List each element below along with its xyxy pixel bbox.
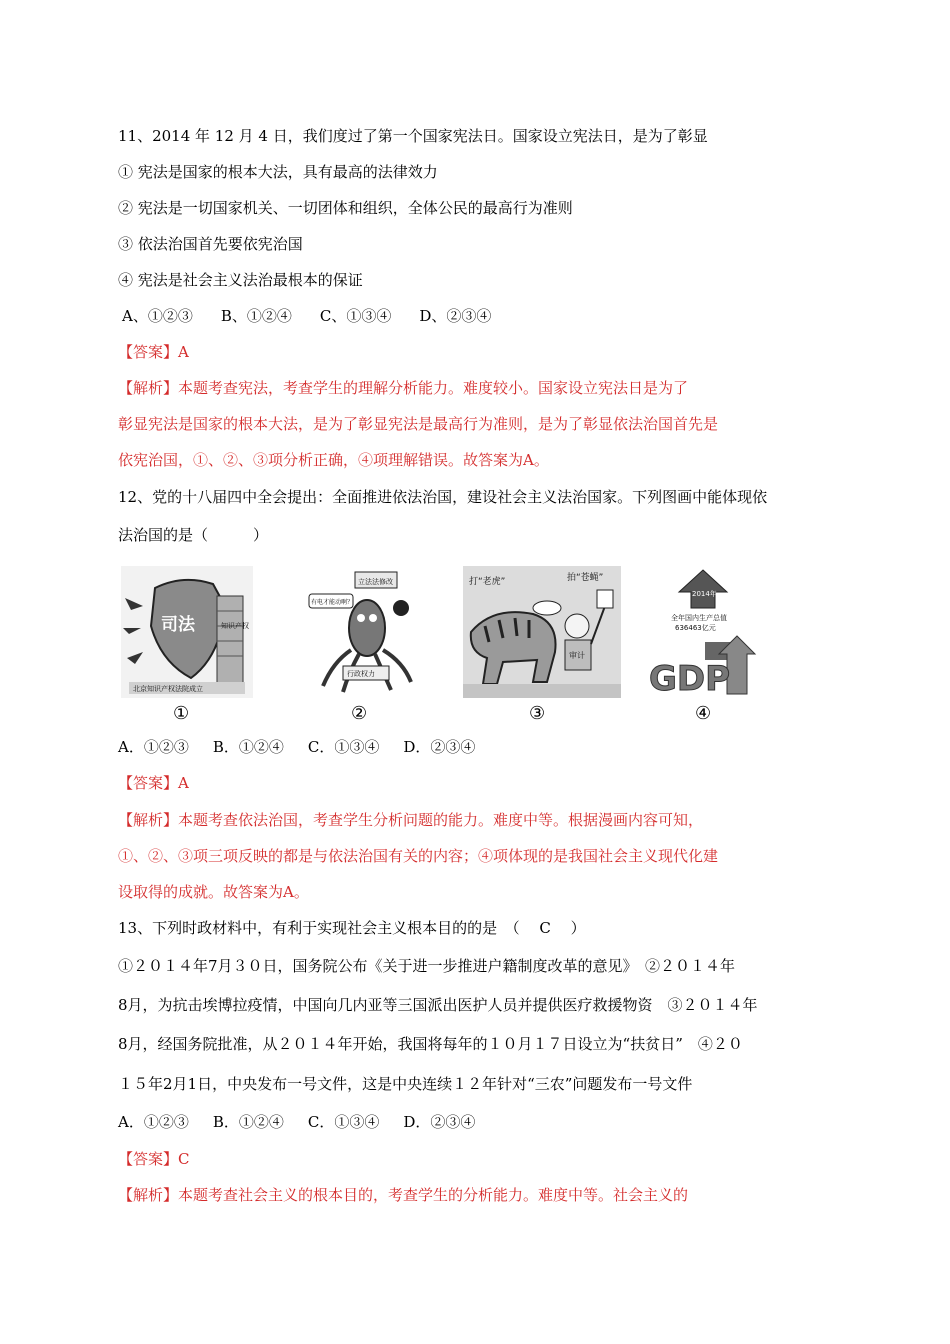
q11-analysis-2: 彰显宪法是国家的根本大法，是为了彰显宪法是最高行为准则，是为了彰显依法治国首先是: [118, 415, 719, 433]
panel2-sign: 立法法修改: [358, 578, 393, 586]
q11-item-4: ④ 宪法是社会主义法治最根本的保证: [118, 271, 363, 289]
q12-answer: [118, 773, 189, 793]
q11-answer: [118, 342, 189, 362]
q13-body-1: ①２０１４年7月３０日，国务院公布《关于进一步推进户籍制度改革的意见》 ②２０１４年: [118, 957, 736, 975]
q11-item-2: ② 宪法是一切国家机关、一切团体和组织，全体公民的最高行为准则: [118, 199, 573, 217]
panel3-badge: 审计: [569, 651, 585, 660]
figure-label-1: ①: [173, 703, 190, 724]
q13-analysis-1: [118, 1185, 688, 1205]
q13-body-4: １５年2月1日，中央发布一号文件，这是中央连续１２年针对“三农”问题发布一号文件: [118, 1075, 693, 1093]
q12-analysis-1: [118, 810, 703, 830]
answer-value: A: [178, 774, 189, 792]
panel4-logo: GDP: [649, 659, 731, 698]
q13-options: [118, 1112, 499, 1132]
q13-body-2: 8月，为抗击埃博拉疫情，中国向几内亚等三国派出医护人员并提供医疗救援物资 ③２０１４年: [118, 996, 758, 1014]
q12-stem-1: 12、党的十八届四中全会提出：全面推进依法治国，建设社会主义法治国家。下列图画中能体现依: [118, 488, 768, 506]
q11-option-a: A、①②③: [122, 307, 193, 325]
panel4-year: 2014年: [692, 590, 717, 598]
cartoon-judiciary-shield: [121, 566, 253, 698]
q12-analysis-2: ①、②、③项三项反映的都是与依法治国有关的内容；④项体现的是我国社会主义现代化建: [118, 847, 719, 865]
q11-option-b: B、①②④: [220, 307, 292, 325]
panel2-note: 有电才能动啊？: [311, 599, 354, 606]
q13-answer: [118, 1149, 190, 1169]
q13-option-a: A．①②③: [118, 1113, 189, 1131]
cartoon-legislation-octopus: [303, 566, 427, 698]
q11-item-1: ① 宪法是国家的根本大法，具有最高的法律效力: [118, 163, 438, 181]
answer-label: 【答案】: [118, 343, 179, 361]
q12-option-c: C．①③④: [307, 738, 380, 756]
q13-option-d: D．②③④: [403, 1113, 476, 1131]
answer-label: 【答案】: [118, 774, 179, 792]
analysis-label: 【解析】: [118, 811, 179, 829]
q13-option-b: B．①②④: [212, 1113, 284, 1131]
answer-value: A: [178, 343, 189, 361]
panel1-caption: 北京知识产权法院成立: [133, 685, 203, 693]
cartoon-tiger-flies: [463, 566, 621, 698]
q13-option-c: C．①③④: [307, 1113, 380, 1131]
panel3-left: 打“老虎”: [469, 577, 506, 587]
cartoon-gdp-arrow: [643, 566, 763, 698]
panel4-title: 全年国内生产总值: [671, 614, 727, 622]
q12-analysis-3: 设取得的成就。故答案为A。: [118, 883, 309, 901]
q11-analysis-1: [118, 378, 688, 398]
q11-options: [122, 306, 519, 326]
panel2-tag: 行政权力: [347, 670, 375, 678]
q12-option-d: D．②③④: [403, 738, 476, 756]
q13-body-3: 8月，经国务院批准，从２０１４年开始，我国将每年的１０月１７日设立为“扶贫日” ④２０: [118, 1035, 743, 1053]
q11-item-3: ③ 依法治国首先要依宪治国: [118, 235, 303, 253]
answer-label: 【答案】: [118, 1150, 179, 1168]
q11-option-d: D、②③④: [419, 307, 492, 325]
q12-option-a: A．①②③: [118, 738, 189, 756]
cartoon-figure-strip: [117, 560, 765, 724]
analysis-label: 【解析】: [118, 1186, 179, 1204]
q12-options: [118, 737, 499, 757]
q11-stem: 11、2014 年 12 月 4 日，我们度过了第一个国家宪法日。国家设立宪法日，是为了彰显: [118, 127, 708, 145]
analysis-text: 本题考查依法治国，考查学生分析问题的能力。难度中等。根据漫画内容可知，: [178, 811, 704, 829]
q12-option-b: B．①②④: [212, 738, 284, 756]
figure-label-2: ②: [351, 703, 368, 724]
figure-label-4: ④: [695, 703, 712, 724]
analysis-text: 本题考查社会主义的根本目的，考查学生的分析能力。难度中等。社会主义的: [178, 1186, 689, 1204]
panel3-right: 拍“苍蝇”: [567, 573, 604, 583]
panel1-side: 知识产权: [221, 622, 249, 630]
q11-analysis-3: 依宪治国，①、②、③项分析正确，④项理解错误。故答案为A。: [118, 451, 549, 469]
q11-option-c: C、①③④: [319, 307, 392, 325]
panel1-title: 司法: [161, 615, 195, 635]
answer-value: C: [178, 1150, 190, 1168]
analysis-text: 本题考查宪法，考查学生的理解分析能力。难度较小。国家设立宪法日是为了: [178, 379, 689, 397]
q13-stem: 13、下列时政材料中，有利于实现社会主义根本目的的是 （ C ）: [118, 919, 586, 937]
q12-stem-2: 法治国的是（ ）: [118, 526, 269, 544]
panel4-value: 636463亿元: [675, 624, 716, 632]
analysis-label: 【解析】: [118, 379, 179, 397]
figure-label-3: ③: [529, 703, 546, 724]
